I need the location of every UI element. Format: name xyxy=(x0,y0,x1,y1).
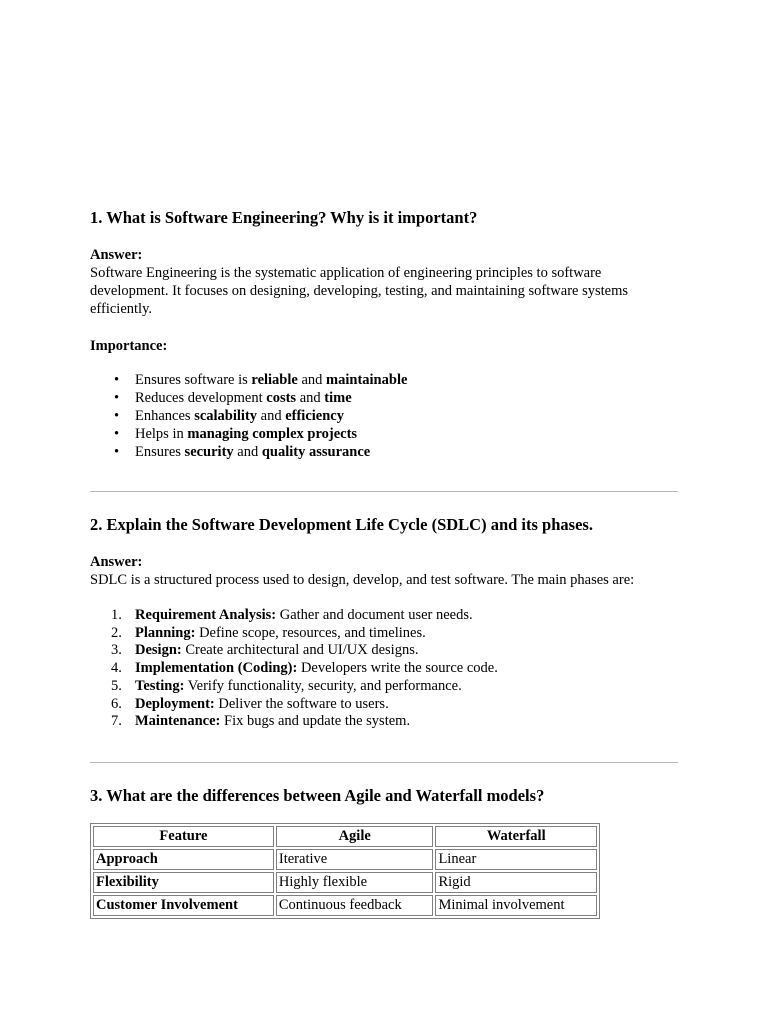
text-run: Helps in xyxy=(135,426,188,442)
feature-cell: Flexibility xyxy=(93,872,274,893)
feature-cell: Approach xyxy=(93,849,274,870)
section-divider xyxy=(90,491,678,492)
table-row xyxy=(93,849,597,870)
column-header: Waterfall xyxy=(435,826,597,847)
phase-item xyxy=(111,624,498,643)
text-run: and xyxy=(296,390,325,406)
phase-name: Testing: xyxy=(135,677,185,694)
phase-name: Planning: xyxy=(135,624,196,641)
section-divider xyxy=(90,762,678,763)
phase-item xyxy=(111,677,498,696)
list-item xyxy=(135,371,407,389)
phase-number: 2. xyxy=(111,624,122,641)
phase-name: Requirement Analysis: xyxy=(135,607,277,623)
bold-text: maintainable xyxy=(326,372,408,388)
comparison-table xyxy=(90,823,600,919)
text-run: Ensures software is xyxy=(135,372,252,388)
text-run: and xyxy=(257,408,286,424)
feature-cell: Customer Involvement xyxy=(93,895,274,916)
bold-text: time xyxy=(324,390,352,406)
list-item xyxy=(135,389,407,407)
q1-importance-label: Importance: xyxy=(90,338,168,354)
text-run: Enhances xyxy=(135,408,195,424)
list-item xyxy=(135,407,407,425)
q2-heading: 2. Explain the Software Development Life Cycle (SDLC) and its phases. xyxy=(90,515,593,534)
text-run: Reduces development xyxy=(135,390,267,406)
phase-name: Deployment: xyxy=(135,695,215,712)
phase-description: Deliver the software to users. xyxy=(214,695,389,712)
q2-answer-text: SDLC is a structured process used to design, develop, and test software. The main phases are: xyxy=(90,572,635,588)
sdlc-phase-list xyxy=(90,607,498,731)
phase-item xyxy=(111,660,498,678)
phase-item xyxy=(111,642,498,660)
text-run: and xyxy=(233,444,262,460)
table-cell: Rigid xyxy=(435,872,597,893)
table-cell: Highly flexible xyxy=(276,872,434,893)
phase-description: Fix bugs and update the system. xyxy=(220,713,411,730)
bold-text: costs xyxy=(266,390,297,406)
phase-number: 3. xyxy=(111,642,122,659)
importance-list xyxy=(90,371,407,461)
phase-name: Implementation (Coding): xyxy=(135,660,298,677)
phase-item xyxy=(111,695,498,714)
table-cell: Iterative xyxy=(276,849,434,870)
bold-text: security xyxy=(184,444,234,460)
column-header: Agile xyxy=(276,826,434,847)
phase-name: Design: xyxy=(135,642,182,659)
phase-description: Developers write the source code. xyxy=(297,660,498,677)
table-cell: Linear xyxy=(435,849,597,870)
phase-number: 7. xyxy=(111,713,122,730)
phase-description: Create architectural and UI/UX designs. xyxy=(181,642,419,659)
table-cell: Continuous feedback xyxy=(276,895,434,916)
bold-text: quality assurance xyxy=(261,444,371,460)
q1-answer-label: Answer: xyxy=(90,247,143,263)
text-run: Ensures xyxy=(135,444,185,460)
phase-number: 5. xyxy=(111,677,122,694)
phase-description: Gather and document user needs. xyxy=(276,607,473,623)
q1-answer-text: Software Engineering is the systematic application of engineering principles to software development. It focuses on designing, developing, testing, and maintaining software systems efficiently. xyxy=(90,265,629,317)
bold-text: efficiency xyxy=(285,408,344,424)
phase-description: Define scope, resources, and timelines. xyxy=(195,624,426,641)
q3-heading: 3. What are the differences between Agile and Waterfall models? xyxy=(90,786,545,805)
list-item xyxy=(135,443,407,461)
phase-item xyxy=(111,607,498,625)
bold-text: managing complex projects xyxy=(187,426,358,442)
bold-text: reliable xyxy=(251,372,298,388)
q1-heading: 1. What is Software Engineering? Why is it important? xyxy=(90,208,478,227)
table-cell: Minimal involvement xyxy=(435,895,597,916)
phase-name: Maintenance: xyxy=(135,713,221,730)
table-row xyxy=(93,895,597,916)
phase-description: Verify functionality, security, and performance. xyxy=(184,677,462,694)
q2-answer-label: Answer: xyxy=(90,554,143,570)
phase-number: 1. xyxy=(111,607,122,623)
text-run: and xyxy=(297,372,327,388)
column-header: Feature xyxy=(93,826,274,847)
table-row xyxy=(93,872,597,893)
bold-text: scalability xyxy=(194,408,258,424)
table-header-row xyxy=(93,826,597,847)
list-item xyxy=(135,425,407,443)
phase-number: 4. xyxy=(111,660,122,677)
phase-item xyxy=(111,713,498,731)
phase-number: 6. xyxy=(111,695,122,712)
